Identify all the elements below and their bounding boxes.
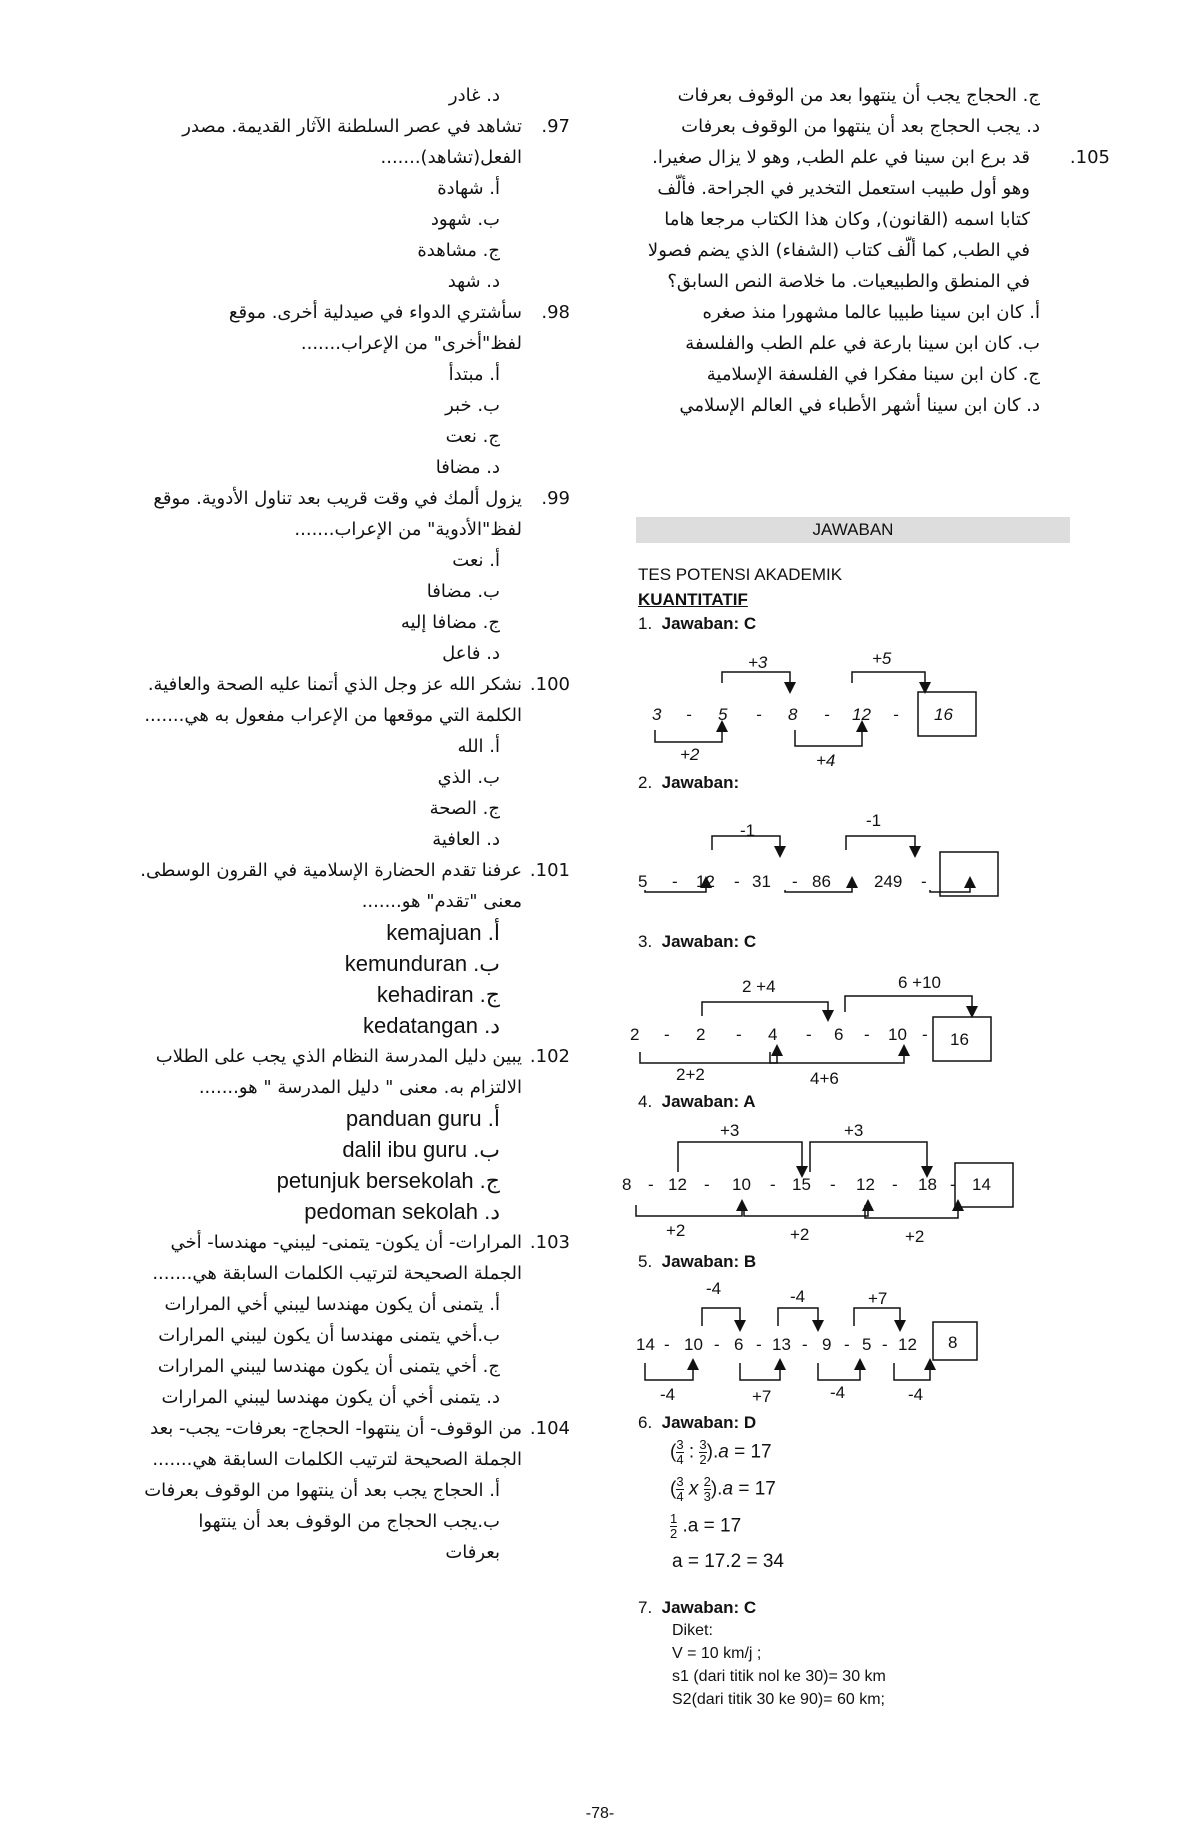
diff-label: -4: [706, 1279, 722, 1298]
equation-line: ( $\frac{3}{4}$ : $\frac{3}{2}$ ).a = 17: [670, 1437, 772, 1467]
question-number: .97: [541, 116, 570, 137]
seq-number: 12: [668, 1175, 687, 1194]
option: ب. الذي: [437, 767, 500, 788]
seq-number: 31: [752, 872, 771, 891]
answer-text: Jawaban: C: [661, 614, 757, 633]
option: د. يتمنى أخي أن يكون مهندسا ليبني المرارات: [161, 1387, 500, 1408]
seq-sep: -: [921, 872, 927, 891]
seq-sep: -: [664, 1335, 670, 1354]
answer-box-value: 8: [948, 1333, 958, 1352]
option: د. pedoman sekolah: [304, 1199, 500, 1224]
diff-label: 2 +4: [742, 977, 776, 996]
answer-number: 2.: [638, 773, 653, 792]
diff-label: +2: [666, 1221, 686, 1240]
diff-label: +2: [680, 745, 700, 764]
option: ج. مشاهدة: [417, 240, 500, 261]
seq-number: 3: [652, 705, 662, 724]
answer-box-value: 14: [972, 1175, 991, 1194]
option: ب. dalil ibu guru: [342, 1137, 500, 1162]
answer-box-value: 16: [934, 705, 953, 724]
detail-line: S2(dari titik 30 ke 90)= 60 km;: [672, 1691, 885, 1708]
diff-label: -4: [830, 1383, 846, 1402]
diff-label: +2: [790, 1225, 810, 1244]
detail-line: Diket:: [672, 1622, 713, 1639]
answer-number: 3.: [638, 932, 653, 951]
option: أ. كان ابن سينا طبيبا عالما مشهورا منذ صغره: [702, 302, 1040, 323]
diff-label: +7: [868, 1289, 888, 1308]
seq-sep: -: [824, 705, 830, 724]
option: د. kedatangan: [362, 1013, 500, 1038]
option: ج. كان ابن سينا مفكرا في الفلسفة الإسلامية: [706, 364, 1040, 385]
seq-sep: -: [756, 1335, 762, 1354]
seq-number: 5: [718, 705, 728, 724]
seq-number: 13: [772, 1335, 791, 1354]
equation-line: $\frac{1}{2}$ .a = 17: [670, 1511, 742, 1541]
option: د. العافية: [432, 829, 500, 850]
answer-text: Jawaban: D: [661, 1413, 757, 1432]
option: ب.يجب الحجاج من الوقوف بعد أن ينتهوا بعرفات: [198, 1511, 500, 1563]
seq-sep: -: [882, 1335, 888, 1354]
seq-sep: -: [704, 1175, 710, 1194]
seq-sep: -: [736, 1025, 742, 1044]
seq-number: 249: [874, 872, 903, 891]
question-text: من الوقوف- أن ينتهوا- الحجاج- بعرفات- يجب- بعد الجملة الصحيحة لترتيب الكلمات السابقة هي.......: [150, 1418, 522, 1470]
diff-label: -1: [866, 811, 882, 830]
seq-number: 5: [638, 872, 648, 891]
question-number: .103: [529, 1232, 570, 1253]
answer-text: Jawaban: C: [661, 1598, 757, 1617]
diff-label: +3: [748, 653, 768, 672]
diff-label: +7: [752, 1387, 772, 1406]
option: ج. نعت: [445, 426, 500, 447]
answer-text: Jawaban:: [661, 773, 740, 792]
option: ب. kemunduran: [344, 951, 500, 976]
diff-label: -4: [908, 1385, 924, 1404]
option: د. مضافا: [435, 457, 500, 478]
option: أ. panduan guru: [345, 1106, 500, 1131]
seq-sep: -: [664, 1025, 670, 1044]
answer-number: 5.: [638, 1252, 653, 1271]
option: ب. كان ابن سينا بارعة في علم الطب والفلسفة: [685, 333, 1040, 354]
question-number: .102: [529, 1046, 570, 1067]
seq-sep: -: [686, 705, 692, 724]
question-text: تشاهد في عصر السلطنة الآثار القديمة. مصدر الفعل(تشاهد).......: [182, 116, 522, 168]
option: أ. نعت: [452, 550, 500, 571]
diff-label: 6 +10: [898, 973, 942, 992]
seq-number: 4: [768, 1025, 778, 1044]
seq-number: 2: [630, 1025, 640, 1044]
seq-sep: -: [648, 1175, 654, 1194]
seq-sep: -: [756, 705, 762, 724]
answer-box: [940, 852, 998, 896]
detail-line: s1 (dari titik nol ke 30)= 30 km: [672, 1668, 886, 1685]
question-number: .100: [529, 674, 570, 695]
diff-label: +3: [720, 1121, 740, 1140]
seq-sep: -: [672, 872, 678, 891]
option: ب. شهود: [430, 209, 500, 230]
seq-number: 10: [732, 1175, 751, 1194]
seq-number: 2: [696, 1025, 706, 1044]
option: أ. مبتدأ: [448, 364, 500, 385]
option: ج. petunjuk bersekolah: [276, 1168, 500, 1193]
seq-sep: -: [792, 872, 798, 891]
seq-number: 10: [888, 1025, 907, 1044]
option: د. كان ابن سينا أشهر الأطباء في العالم الإسلامي: [679, 395, 1040, 416]
option: ب. خبر: [445, 395, 500, 416]
answer-text: Jawaban: C: [661, 932, 757, 951]
option: د. فاعل: [442, 643, 500, 664]
option: ب. مضافا: [426, 581, 500, 602]
answer-text: Jawaban: A: [661, 1092, 756, 1111]
answer-number: 7.: [638, 1598, 653, 1617]
option: أ. شهادة: [437, 178, 500, 199]
seq-sep: -: [770, 1175, 776, 1194]
option: ب.أخي يتمنى مهندسا أن يكون ليبني المرارات: [158, 1325, 500, 1346]
seq-number: 12: [898, 1335, 917, 1354]
seq-sep: -: [802, 1335, 808, 1354]
question-number: .105: [1069, 147, 1110, 168]
equation-value: = 17: [734, 1441, 772, 1463]
seq-sep: -: [714, 1335, 720, 1354]
option: ج. مضافا إليه: [400, 612, 500, 633]
option: ج. الصحة: [429, 798, 500, 819]
option: ج. أخي يتمنى أن يكون مهندسا ليبني المرارات: [157, 1356, 500, 1377]
seq-sep: -: [806, 1025, 812, 1044]
seq-number: 12: [856, 1175, 875, 1194]
option: ج. kehadiran: [376, 982, 500, 1007]
seq-number: 10: [684, 1335, 703, 1354]
answer-box-value: 16: [950, 1030, 969, 1049]
diff-label: 2+2: [676, 1065, 705, 1084]
diff-label: 4+6: [810, 1069, 839, 1088]
option: أ. الحجاج يجب بعد أن ينتهوا من الوقوف بعرفات: [144, 1480, 500, 1501]
option: أ. يتمنى أن يكون مهندسا ليبني أخي المرارات: [164, 1294, 500, 1315]
page-number: -78-: [585, 1805, 615, 1822]
diff-label: -4: [660, 1385, 676, 1404]
question-number: .104: [529, 1418, 570, 1439]
diff-label: +4: [816, 751, 836, 770]
option: د. يجب الحجاج بعد أن ينتهوا من الوقوف بعرفات: [681, 116, 1040, 137]
seq-sep: -: [830, 1175, 836, 1194]
diff-label: +3: [844, 1121, 864, 1140]
option: د. شهد: [447, 271, 500, 292]
equation-line: a = 17.2 = 34: [672, 1551, 784, 1572]
seq-sep: -: [893, 705, 899, 724]
seq-number: 18: [918, 1175, 937, 1194]
question-number: .98: [541, 302, 570, 323]
section-subtitle: KUANTITATIF: [638, 590, 748, 609]
option: د. غادر: [448, 85, 500, 106]
question-text: قد برع ابن سينا في علم الطب, وهو لا يزال صغيرا. وهو أول طبيب استعمل التخدير في الجراحة. فألّف كتابا اسمه (القانون), وكان هذا الكتاب مرجعا هاما في الطب, كما ألّف كتاب (الشفاء) الذي يضم فصولا في المنطق والطبيعيات. ما خلاصة النص السابق؟: [647, 147, 1030, 292]
equation-line: ( $\frac{3}{4}$ x $\frac{2}{3}$ ).a = 17: [670, 1474, 776, 1504]
seq-sep: -: [950, 1175, 956, 1194]
seq-number: 6: [734, 1335, 744, 1354]
seq-number: 15: [792, 1175, 811, 1194]
question-text: عرفنا تقدم الحضارة الإسلامية في القرون الوسطى. معنى "تقدم" هو.......: [140, 860, 522, 912]
diff-label: -1: [740, 821, 756, 840]
seq-sep: -: [922, 1025, 928, 1044]
diff-label: +5: [872, 649, 892, 668]
diff-label: +2: [905, 1227, 925, 1246]
detail-line: V = 10 km/j ;: [672, 1645, 762, 1662]
seq-number: 6: [834, 1025, 844, 1044]
jawaban-header: JAWABAN: [636, 517, 1070, 543]
question-text: سأشتري الدواء في صيدلية أخرى. موقع لفظ"أخرى" من الإعراب.......: [228, 302, 522, 354]
option: أ. kemajuan: [386, 920, 500, 945]
question-text: يزول ألمك في وقت قريب بعد تناول الأدوية. موقع لفظ"الأدوية" من الإعراب.......: [153, 488, 522, 540]
option: ج. الحجاج يجب أن ينتهوا بعد من الوقوف بعرفات: [677, 85, 1040, 106]
seq-number: 12: [696, 872, 715, 891]
answer-number: 4.: [638, 1092, 653, 1111]
diff-label: -4: [790, 1287, 806, 1306]
seq-number: 14: [636, 1335, 655, 1354]
seq-sep: -: [734, 872, 740, 891]
answer-number: 1.: [638, 614, 653, 633]
question-number: .101: [529, 860, 570, 881]
seq-number: 8: [788, 705, 798, 724]
equation-value: = 17: [738, 1478, 776, 1500]
seq-sep: -: [864, 1025, 870, 1044]
seq-number: 8: [622, 1175, 632, 1194]
section-title: TES POTENSI AKADEMIK: [638, 565, 843, 584]
seq-sep: -: [844, 1335, 850, 1354]
question-text: المرارات- أن يكون- يتمنى- ليبني- مهندسا- أخي الجملة الصحيحة لترتيب الكلمات السابقة هي.......: [152, 1232, 522, 1284]
answer-number: 6.: [638, 1413, 653, 1432]
question-text: يبين دليل المدرسة النظام الذي يجب على الطلاب الالتزام به. معنى " دليل المدرسة " هو.......: [155, 1046, 522, 1098]
seq-number: 86: [812, 872, 831, 891]
seq-number: 9: [822, 1335, 832, 1354]
seq-number: 12: [852, 705, 871, 724]
seq-number: 5: [862, 1335, 872, 1354]
question-text: نشكر الله عز وجل الذي أتمنا عليه الصحة والعافية. الكلمة التي موقعها من الإعراب مفعول به هي.......: [144, 674, 522, 726]
seq-sep: -: [892, 1175, 898, 1194]
answer-text: Jawaban: B: [661, 1252, 757, 1271]
equation-value: .a = 17: [682, 1515, 742, 1537]
option: أ. الله: [457, 736, 500, 757]
question-number: .99: [541, 488, 570, 509]
